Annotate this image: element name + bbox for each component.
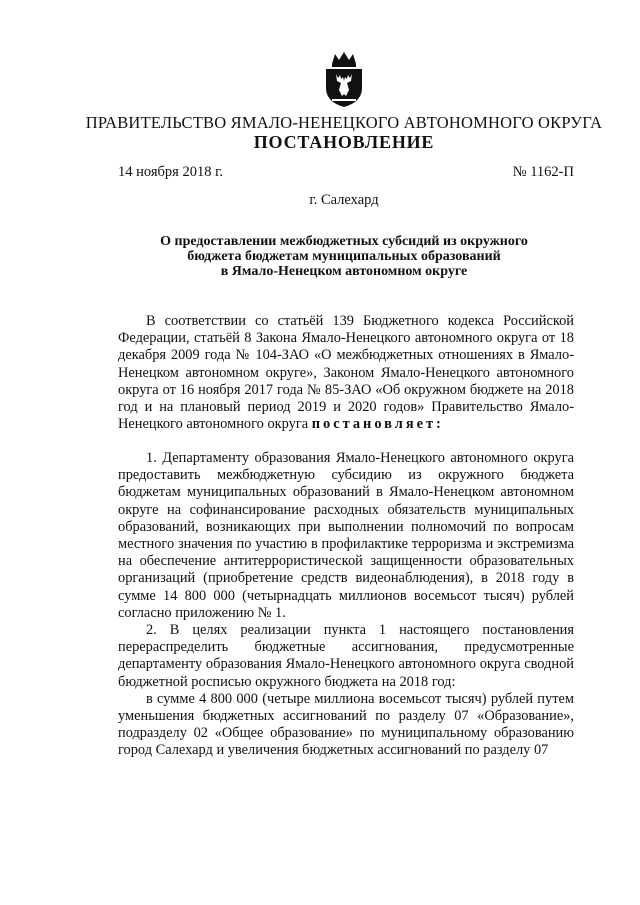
decree-item-2-subparagraph: в сумме 4 800 000 (четыре миллиона восемьсот тысяч) рублей путем уменьшения бюджетных ассигнований по разделу 07 «Образование», подразделу 02 «Общее образование» по муниципальному образованию город Салехард и увеличения бюджетных ассигнований по разделу 07	[118, 690, 574, 759]
title-line: в Ямало-Ненецком автономном округе	[220, 264, 468, 279]
document-title	[120, 234, 568, 279]
document-city: г. Салехард	[309, 192, 379, 208]
document-number: № 1162-П	[512, 164, 574, 180]
decree-item-2: 2. В целях реализации пункта 1 настоящего постановления перераспределить бюджетные ассигнования, предусмотренные департаменту образования Ямало-Ненецкого автономного округа сводной бюджетной росписью окружного бюджета на 2018 год:	[118, 622, 574, 690]
organization-name: ПРАВИТЕЛЬСТВО ЯМАЛО-НЕНЕЦКОГО АВТОНОМНОГО ОКРУГА	[85, 113, 603, 132]
decree-word: постановляет:	[311, 416, 444, 433]
decree-items	[118, 450, 574, 760]
title-line: О предоставлении межбюджетных субсидий из окружного	[160, 234, 528, 249]
preamble-text: В соответствии со статьёй 139 Бюджетного кодекса Российской Федерации, статьёй 8 Закона Ямало-Ненецкого автономного округа от 18 декабря 2009 года № 104-ЗАО «О межбюджетных отношениях в Ямало-Ненецком автономном округе», Законом Ямало-Ненецкого автономного округа от 16 ноября 2017 года № 85-ЗАО «Об окружном бюджете на 2018 год и на плановый период 2019 и 2020 годов» Правительство Ямало-Ненецкого автономного округа	[118, 313, 574, 433]
title-line: бюджета бюджетам муниципальных образований	[187, 249, 501, 264]
coat-of-arms-icon	[322, 50, 366, 108]
preamble-paragraph	[118, 313, 574, 433]
document-date: 14 ноября 2018 г.	[118, 164, 224, 180]
decree-item-1: 1. Департаменту образования Ямало-Ненецкого автономного округа предоставить межбюджетную субсидию из окружного бюджета бюджетам муниципальных образований в Ямало-Ненецком автономном округе на софинансирование расходных обязательств муниципальных образований, возникающих при выполнении полномочий по вопросам местного значения по участию в профилактике терроризма и экстремизма на обеспечение антитеррористической защищенности образовательных организаций (приобретение средств видеонаблюдения), в 2018 году в сумме 14 800 000 (четырнадцать миллионов восемьсот тысяч) рублей согласно приложению № 1.	[118, 450, 574, 621]
document-type: ПОСТАНОВЛЕНИЕ	[253, 132, 435, 152]
